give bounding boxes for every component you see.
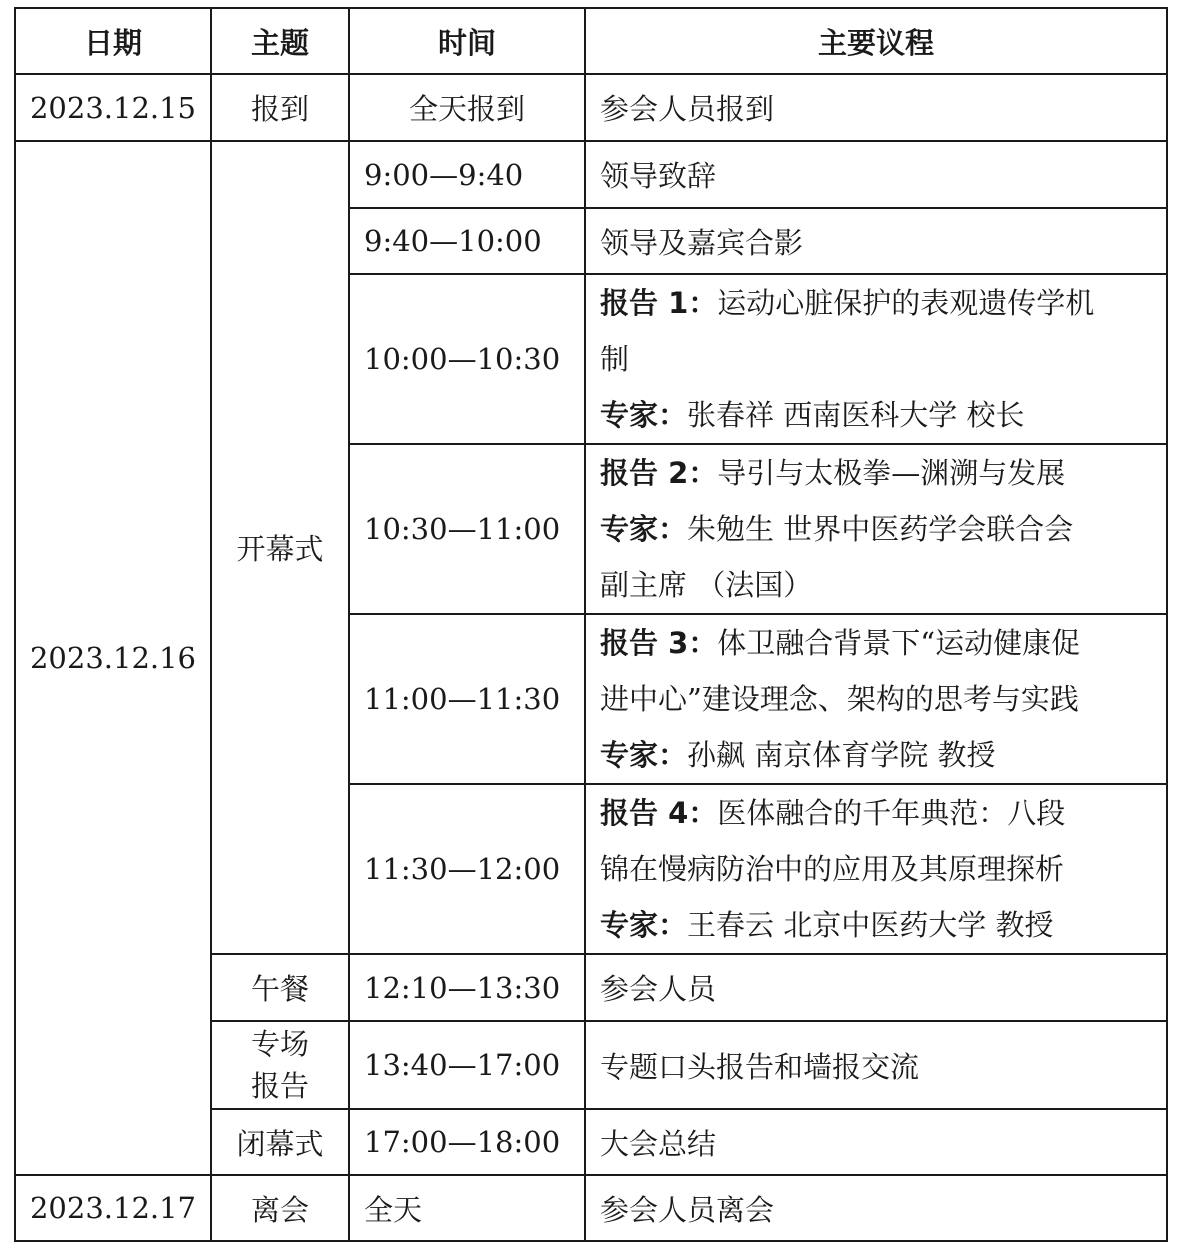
expert-label: 专家： — [600, 908, 688, 942]
time-cell: 13:40—17:00 — [349, 1021, 585, 1109]
expert-label: 专家： — [600, 738, 688, 772]
date-cell: 2023.12.17 — [15, 1175, 211, 1241]
topic-cell — [211, 1021, 349, 1109]
expert-label: 专家： — [600, 398, 688, 432]
agenda-cell: 参会人员离会 — [585, 1175, 1167, 1241]
agenda-cell — [585, 784, 1167, 954]
topic-cell: 报到 — [211, 74, 349, 141]
time-cell: 11:00—11:30 — [349, 614, 585, 784]
report-title: 导引与太极拳—渊溯与发展 — [717, 456, 1066, 490]
time-cell: 9:40—10:00 — [349, 208, 585, 274]
agenda-table — [14, 7, 1168, 1242]
topic-cell: 午餐 — [211, 954, 349, 1021]
time-cell: 10:00—10:30 — [349, 274, 585, 444]
report-label: 报告 1： — [600, 286, 718, 320]
topic-line: 报告 — [250, 1069, 309, 1103]
header-topic: 主题 — [211, 8, 349, 74]
time-cell: 9:00—9:40 — [349, 141, 585, 208]
expert-info: 张春祥 西南医科大学 校长 — [687, 398, 1025, 432]
time-cell: 全天报到 — [349, 74, 585, 141]
time-cell: 11:30—12:00 — [349, 784, 585, 954]
date-cell: 2023.12.16 — [15, 141, 211, 1175]
header-agenda: 主要议程 — [585, 8, 1167, 74]
report-label: 报告 2： — [600, 456, 718, 490]
expert-label: 专家： — [600, 512, 688, 546]
time-cell: 10:30—11:00 — [349, 444, 585, 614]
report-title: 医体融合的千年典范：八段 — [717, 796, 1066, 830]
agenda-cell: 领导致辞 — [585, 141, 1167, 208]
agenda-cell: 参会人员报到 — [585, 74, 1167, 141]
time-cell: 全天 — [349, 1175, 585, 1241]
table-row — [15, 74, 1167, 141]
agenda-cell: 参会人员 — [585, 954, 1167, 1021]
agenda-cell — [585, 444, 1167, 614]
header-date: 日期 — [15, 8, 211, 74]
report-title-cont: 进中心”建设理念、架构的思考与实践 — [600, 682, 1079, 716]
agenda-cell — [585, 614, 1167, 784]
report-title-cont: 锦在慢病防治中的应用及其原理探析 — [600, 852, 1065, 886]
topic-cell: 开幕式 — [211, 141, 349, 954]
report-title: 体卫融合背景下“运动健康促 — [717, 626, 1081, 660]
table-row — [15, 141, 1167, 208]
agenda-cell — [585, 274, 1167, 444]
header-time: 时间 — [349, 8, 585, 74]
date-cell: 2023.12.15 — [15, 74, 211, 141]
expert-info: 朱勉生 世界中医药学会联合会 — [687, 512, 1074, 546]
expert-info-cont: 副主席 （法国） — [600, 568, 813, 602]
expert-info: 孙飙 南京体育学院 教授 — [687, 738, 996, 772]
agenda-cell: 专题口头报告和墙报交流 — [585, 1021, 1167, 1109]
expert-info: 王春云 北京中医药大学 教授 — [687, 908, 1054, 942]
agenda-cell: 领导及嘉宾合影 — [585, 208, 1167, 274]
header-row — [15, 8, 1167, 74]
report-title-cont: 制 — [600, 342, 630, 376]
table-row — [15, 1175, 1167, 1241]
time-cell: 12:10—13:30 — [349, 954, 585, 1021]
topic-line: 专场 — [250, 1027, 309, 1061]
topic-cell: 闭幕式 — [211, 1109, 349, 1175]
report-label: 报告 4： — [600, 796, 718, 830]
topic-cell: 离会 — [211, 1175, 349, 1241]
report-label: 报告 3： — [600, 626, 718, 660]
agenda-cell: 大会总结 — [585, 1109, 1167, 1175]
time-cell: 17:00—18:00 — [349, 1109, 585, 1175]
report-title: 运动心脏保护的表观遗传学机 — [717, 286, 1095, 320]
